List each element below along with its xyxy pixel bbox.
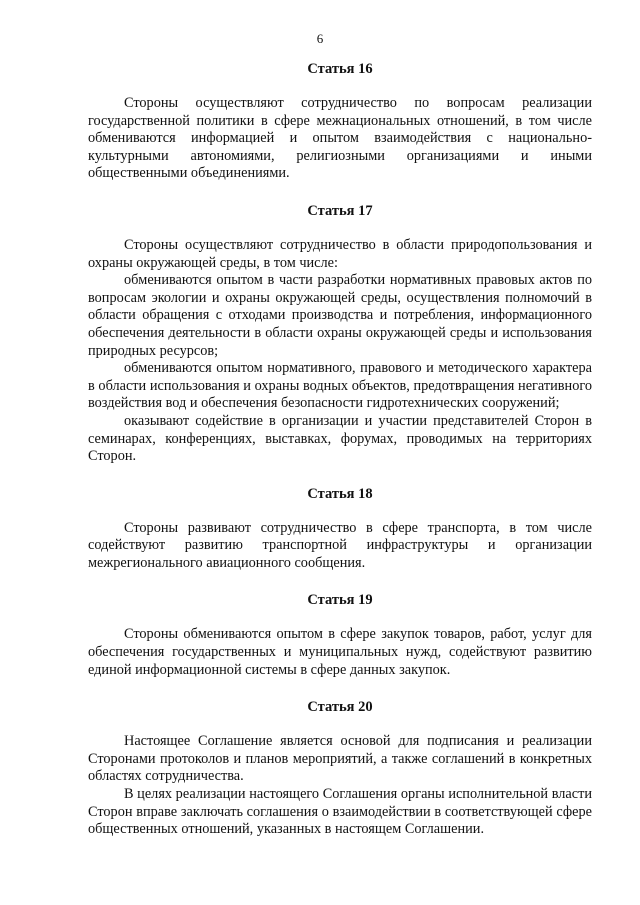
article-heading: Статья 16 — [307, 61, 373, 77]
article-paragraph: обмениваются опытом в части разработки нормативных правовых актов по вопросам экологии и охраны окружающей среды, осуществления полномочий в области обращения с отходами производства и потребления, информационного обеспечения деятельности в области охраны окружающей среды и использования природных ресурсов; — [88, 272, 592, 359]
article-paragraph: В целях реализации настоящего Соглашения органы исполнительной власти Сторон вправе заключать соглашения о взаимодействии в соответствующей сфере общественных отношений, указанных в настоящем Соглашении. — [88, 786, 592, 838]
article-paragraph: Настоящее Соглашение является основой для подписания и реализации Сторонами протоколов и планов мероприятий, а также соглашений в конкретных областях сотрудничества. — [88, 733, 592, 785]
article-paragraph: Стороны развивают сотрудничество в сфере транспорта, в том числе содействуют развитию транспортной инфраструктуры и организации межрегионального авиационного сообщения. — [88, 519, 592, 571]
article-19 — [88, 591, 592, 679]
article-paragraph: оказывают содействие в организации и участии представителей Сторон в семинарах, конференциях, выставках, форумах, проводимых на территориях Сторон. — [88, 412, 592, 465]
article-heading: Статья 19 — [307, 592, 373, 609]
document-body — [88, 60, 592, 839]
article-paragraph: Стороны осуществляют сотрудничество в области природопользования и охраны окружающей среды, в том числе: — [88, 236, 592, 271]
article-heading: Статья 17 — [307, 202, 373, 219]
article-paragraph: обмениваются опытом нормативного, правового и методического характера в области использования и охраны водных объектов, предотвращения негативного воздействия вод и обеспечения безопасности гидротехнических сооружений; — [88, 360, 592, 412]
article-18 — [88, 485, 592, 573]
article-20 — [88, 698, 592, 839]
article-paragraph: Стороны обмениваются опытом в сфере закупок товаров, работ, услуг для обеспечения государственных и муниципальных нужд, содействуют развитию единой информационной системы в сфере данных закупок. — [88, 626, 592, 678]
article-heading: Статья 18 — [307, 485, 373, 502]
article-17 — [88, 202, 592, 466]
article-paragraph: Стороны осуществляют сотрудничество по вопросам реализации государственной политики в сфере межнациональных отношений, в том числе обмениваются информацией и опытом взаимодействия с национально-культурными автономиями, религиозными организациями и иными общественными объединениями. — [88, 95, 592, 182]
article-heading: Статья 20 — [307, 699, 373, 716]
page-number: 6 — [316, 31, 324, 46]
article-16 — [88, 60, 592, 183]
